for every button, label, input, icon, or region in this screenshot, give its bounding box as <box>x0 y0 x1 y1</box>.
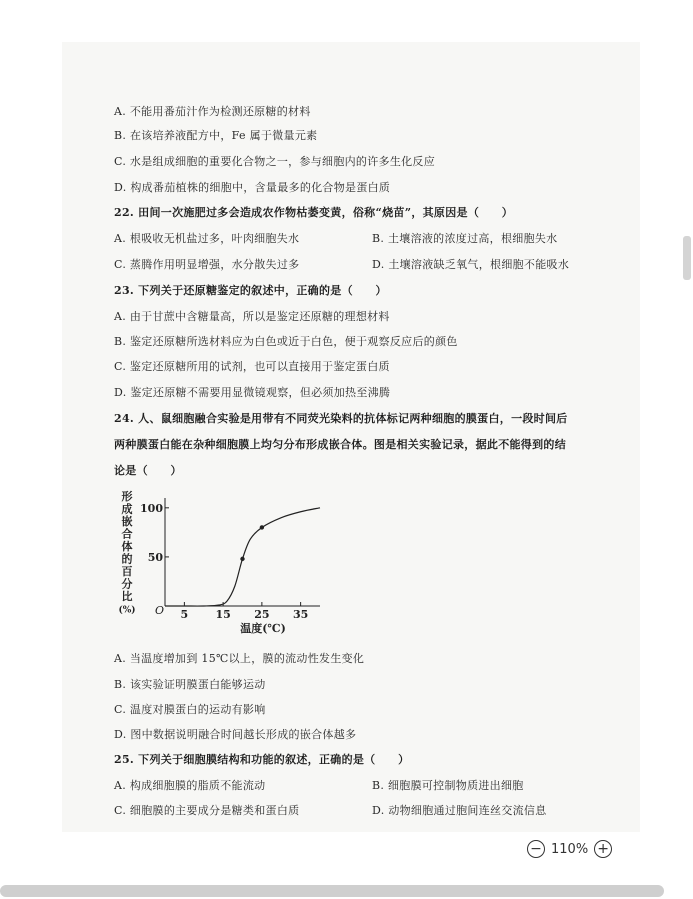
chart-y-axis-label <box>118 489 135 616</box>
temperature-fusion-chart <box>115 488 325 638</box>
horizontal-scrollbar[interactable] <box>0 885 664 897</box>
option-line: C. 蒸腾作用明显增强，水分散失过多 <box>114 258 300 271</box>
chart-y-label-char: 的 <box>121 552 133 566</box>
question-line: 23. 下列关于还原糖鉴定的叙述中，正确的是（ ） <box>114 284 387 297</box>
chart-y-label-char: 合 <box>121 527 133 541</box>
option-line: A. 当温度增加到 15℃以上，膜的流动性发生变化 <box>114 652 365 665</box>
option-line: D. 鉴定还原糖不需要用显微镜观察，但必须加热至沸腾 <box>114 386 391 399</box>
option-line: B. 在该培养液配方中，Fe 属于微量元素 <box>114 129 318 142</box>
chart-y-tick-label: 50 <box>147 550 163 564</box>
chart-y-label-char: 形 <box>121 490 133 503</box>
chart-data-point <box>260 525 264 529</box>
zoom-in-button[interactable]: + <box>594 840 612 858</box>
option-line: C. 鉴定还原糖所用的试剂，也可以直接用于鉴定蛋白质 <box>114 360 390 373</box>
chart-y-tick-label: 100 <box>140 501 163 515</box>
chart-origin-label: O <box>155 604 165 617</box>
chart-x-tick-label: 35 <box>292 608 309 621</box>
chart-y-label-char: 嵌 <box>121 515 133 528</box>
option-line: C. 温度对膜蛋白的运动有影响 <box>114 703 266 716</box>
question-line: 22. 田间一次施肥过多会造成农作物枯萎变黄，俗称“烧苗”，其原因是（ ） <box>114 206 514 219</box>
chart-x-tick-label: 5 <box>180 608 189 621</box>
option-line: D. 动物细胞通过胞间连丝交流信息 <box>372 804 547 817</box>
question-line: 论是（ ） <box>114 464 182 477</box>
chart-x-axis-label: 温度(℃) <box>240 622 286 635</box>
question-line: 两种膜蛋白能在杂种细胞膜上均匀分布形成嵌合体。图是相关实验记录，据此不能得到的结 <box>114 438 566 451</box>
option-line: C. 细胞膜的主要成分是糖类和蛋白质 <box>114 804 300 817</box>
option-line: B. 鉴定还原糖所选材料应为白色或近于白色，便于观察反应后的颜色 <box>114 335 458 348</box>
option-line: A. 不能用番茄汁作为检测还原糖的材料 <box>114 105 311 118</box>
question-line: 25. 下列关于细胞膜结构和功能的叙述，正确的是（ ） <box>114 753 410 766</box>
chart-x-tick-label: 15 <box>215 608 231 621</box>
chart-y-label-char: 成 <box>121 502 133 516</box>
option-line: D. 构成番茄植株的细胞中，含量最多的化合物是蛋白质 <box>114 181 391 194</box>
chart-y-label-char: 百 <box>121 565 133 578</box>
option-line: C. 水是组成细胞的重要化合物之一，参与细胞内的许多生化反应 <box>114 155 436 168</box>
option-line: D. 土壤溶液缺乏氧气，根细胞不能吸水 <box>372 258 570 271</box>
zoom-out-button[interactable]: − <box>527 840 545 858</box>
option-line: D. 图中数据说明融合时间越长形成的嵌合体越多 <box>114 728 357 741</box>
option-line: B. 细胞膜可控制物质进出细胞 <box>372 779 524 792</box>
zoom-control <box>527 838 612 860</box>
option-line: B. 该实验证明膜蛋白能够运动 <box>114 678 266 691</box>
zoom-level: 110% <box>551 841 589 857</box>
chart-x-tick-label: 25 <box>254 608 270 621</box>
option-line: A. 由于甘蔗中含糖量高，所以是鉴定还原糖的理想材料 <box>114 310 390 323</box>
option-line: A. 构成细胞膜的脂质不能流动 <box>114 779 266 792</box>
option-line: B. 土壤溶液的浓度过高，根细胞失水 <box>372 232 558 245</box>
chart-y-label-unit: (%) <box>118 605 136 616</box>
chart-y-label-char: 体 <box>121 540 133 553</box>
option-line: A. 根吸收无机盐过多，叶肉细胞失水 <box>114 232 300 245</box>
vertical-scrollbar[interactable] <box>683 236 691 280</box>
chart-y-label-char: 比 <box>121 590 133 603</box>
question-line: 24. 人、鼠细胞融合实验是用带有不同荧光染料的抗体标记两种细胞的膜蛋白，一段时间后 <box>114 412 568 425</box>
chart-data-point <box>240 557 244 561</box>
chart-y-label-char: 分 <box>121 577 133 591</box>
